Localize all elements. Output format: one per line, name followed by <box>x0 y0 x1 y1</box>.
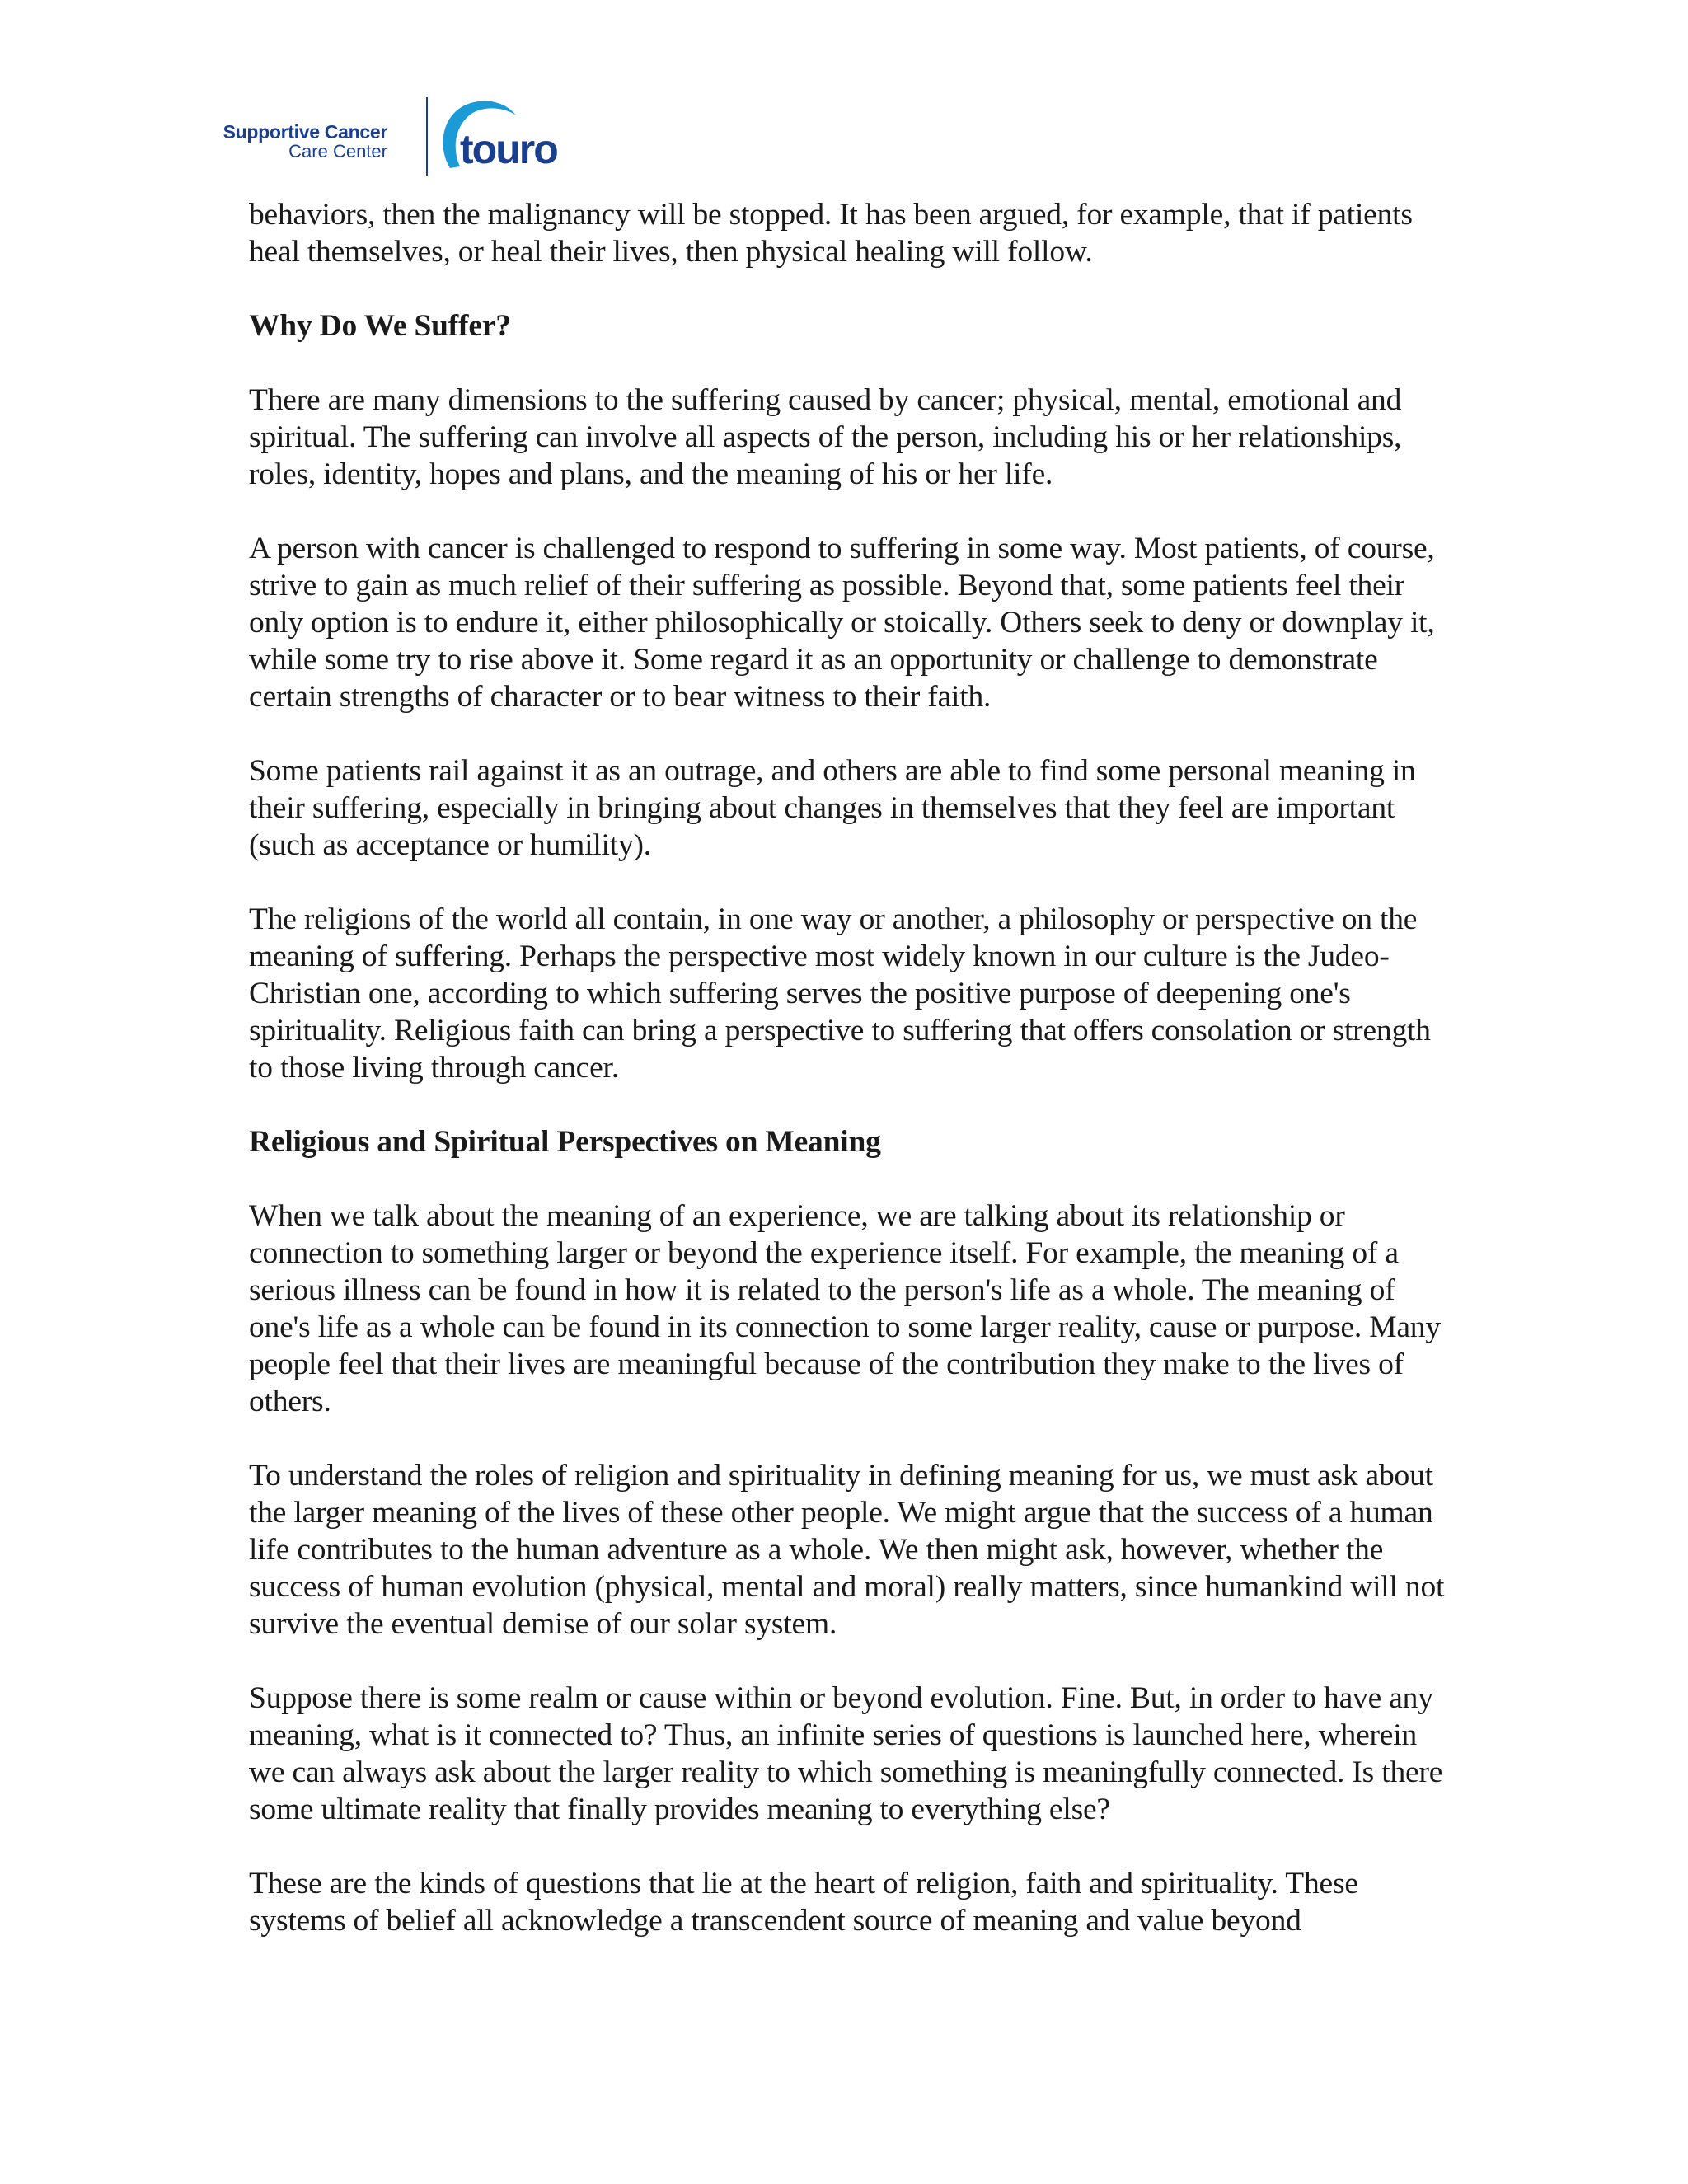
paragraph: Suppose there is some realm or cause within or beyond evolution. Fine. But, in order to have any meaning, what is it connected to? Thus, an infinite series of questions is launched here, wherein we can always ask about the larger reality to which something is meaningfully connected. Is there some ultimate reality that finally provides meaning to everything else? <box>249 1681 1443 1826</box>
logo-line1: Supportive Cancer <box>223 121 387 143</box>
paragraph: There are many dimensions to the suffering caused by cancer; physical, mental, emotional and spiritual. The suffering can involve all aspects of the person, including his or her relationships, roles, identity, hopes and plans, and the meaning of his or her life. <box>249 383 1402 491</box>
paragraph: When we talk about the meaning of an experience, we are talking about its relationship or connection to something larger or beyond the experience itself. For example, the meaning of a serious illness can be found in how it is related to the person's life as a whole. The meaning of one's life as a whole can be found in its connection to some larger reality, cause or purpose. Many people feel that their lives are meaningful because of the contribution they make to the lives of others. <box>249 1199 1441 1418</box>
document-body <box>249 196 1452 1939</box>
logo-line2: Care Center <box>288 141 387 162</box>
logo-wordmark <box>223 122 387 162</box>
paragraph: These are the kinds of questions that lie at the heart of religion, faith and spirituality. These systems of belief all acknowledge a transcendent source of meaning and value beyond <box>249 1867 1358 1938</box>
paragraph: To understand the roles of religion and spirituality in defining meaning for us, we must ask about the larger meaning of the lives of these other people. We might argue that the success of a human life contributes to the human adventure as a whole. We then might ask, however, whether the success of human evolution (physical, mental and moral) really matters, since humankind will not survive the eventual demise of our solar system. <box>249 1459 1445 1641</box>
paragraph: Some patients rail against it as an outrage, and others are able to find some personal meaning in their suffering, especially in bringing about changes in themselves that they feel are important (such as acceptance or humility). <box>249 754 1416 862</box>
logo-divider <box>426 97 428 176</box>
touro-logo-icon <box>435 97 577 180</box>
paragraph: behaviors, then the malignancy will be stopped. It has been argued, for example, that if patients heal themselves, or heal their lives, then physical healing will follow. <box>249 198 1413 269</box>
header-logo <box>223 97 577 180</box>
paragraph: A person with cancer is challenged to respond to suffering in some way. Most patients, of course, strive to gain as much relief of their suffering as possible. Beyond that, some patients feel their only option is to endure it, either philosophically or stoically. Others seek to deny or downplay it, while some try to rise above it. Some regard it as an opportunity or challenge to demonstrate certain strengths of character or to bear witness to their faith. <box>249 532 1435 714</box>
logo-brand-text: touro <box>460 126 557 172</box>
section-heading: Why Do We Suffer? <box>249 309 511 343</box>
paragraph: The religions of the world all contain, in one way or another, a philosophy or perspective on the meaning of suffering. Perhaps the perspective most widely known in our culture is the Judeo-Christian one, according to which suffering serves the positive purpose of deepening one's spirituality. Religious faith can bring a perspective to suffering that offers consolation or strength to those living through cancer. <box>249 902 1431 1085</box>
section-heading: Religious and Spiritual Perspectives on Meaning <box>249 1125 881 1159</box>
